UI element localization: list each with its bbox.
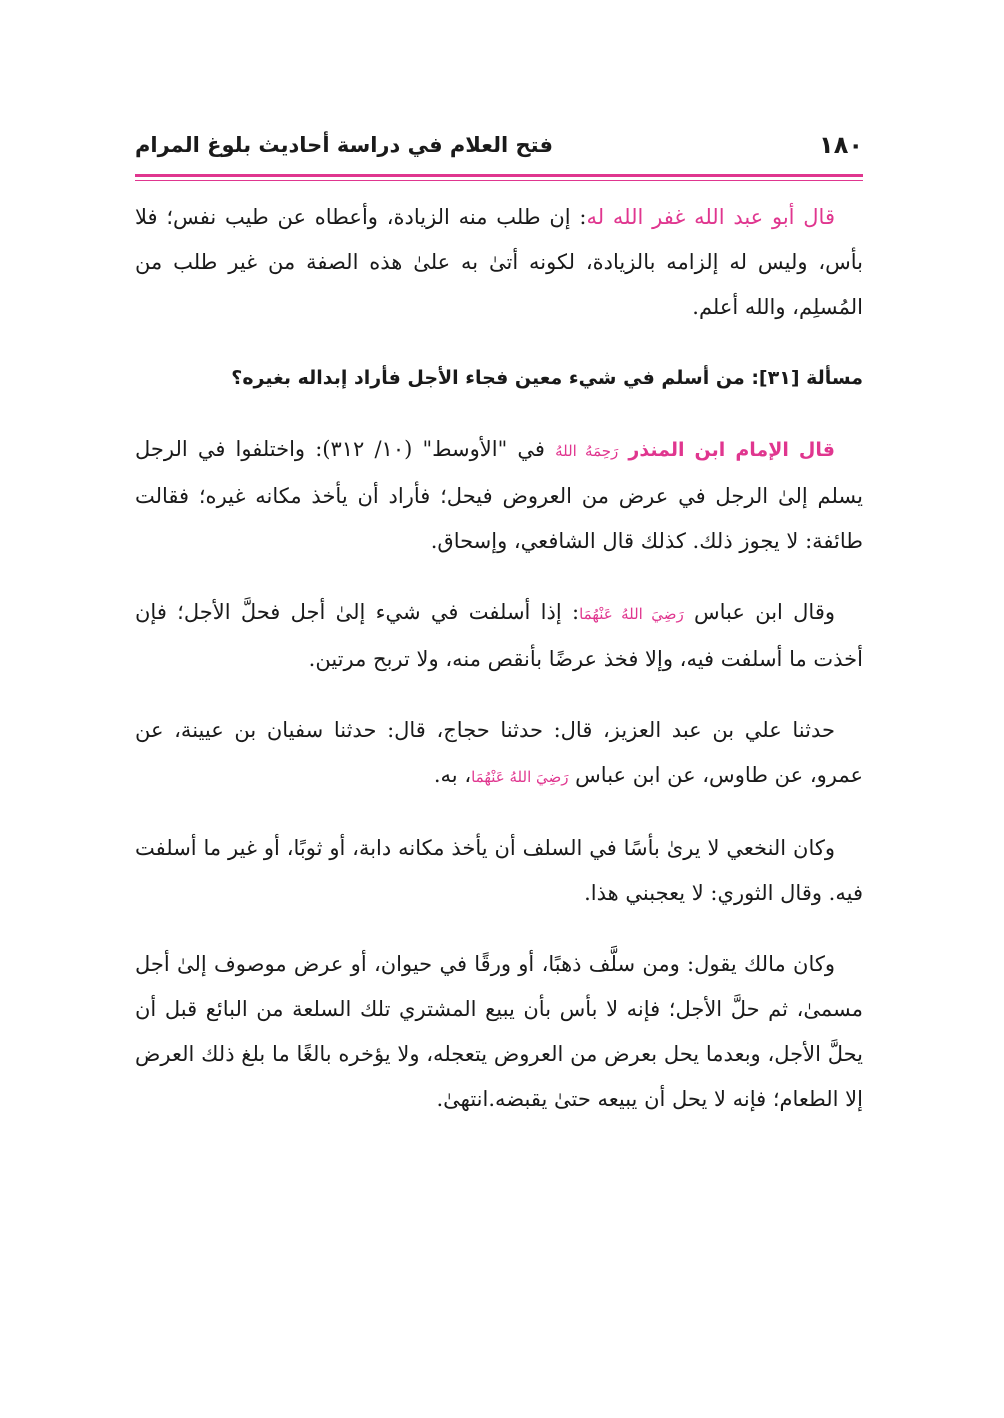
book-page [135, 120, 863, 1148]
paragraph-ibn-almundhir [135, 427, 863, 564]
paragraph-text-before: حدثنا علي بن عبد العزيز، قال: حدثنا حجاج، قال: حدثنا سفيان بن عيينة، عن عمرو، عن طاوس، عن ابن عباس [135, 718, 863, 787]
paragraph-text-after: ، به. [433, 763, 472, 787]
scholar-attribution: قال الإمام ابن المنذر [628, 439, 835, 461]
running-head [135, 120, 863, 170]
question-heading: مسألة [٣١]: من أسلم في شيء معين فجاء الأجل فأراد إبداله بغيره؟ [231, 367, 863, 389]
honorific-mark: رَحِمَهُ اللهُ [555, 442, 619, 460]
page-content [135, 195, 863, 1122]
honorific-mark: رَضِيَ اللهُ عَنْهُمَا [471, 768, 569, 786]
paragraph-text-after: : إذا أسلفت في شيء إلىٰ أجل فحلَّ الأجل؛ فإن أخذت ما أسلفت فيه، وإلا فخذ عرضًا بأنقص منه، ولا تربح مرتين. [135, 600, 863, 671]
paragraph-nakhai: وكان النخعي لا يرىٰ بأسًا في السلف أن يأخذ مكانه دابة، أو ثوبًا، أو غير ما أسلفت فيه. وقال الثوري: لا يعجبني هذا. [135, 836, 863, 905]
paragraph-malik: وكان مالك يقول: ومن سلَّف ذهبًا، أو ورقًا في حيوان، أو عرض موصوف إلىٰ أجل مسمىٰ، ثم حلَّ الأجل؛ فإنه لا بأس بأن يبيع المشتري تلك السلعة من البائع قبل أن يحلَّ الأجل، وبعدما يحل بعرض من العروض يتعجله، ولا يؤخره بالغًا ما بلغ ذلك العرض إلا الطعام؛ فإنه لا يحل أن يبيعه حتىٰ يقبضه.انتهىٰ. [135, 952, 863, 1111]
paragraph-isnad [135, 708, 863, 800]
header-rule-thick [135, 174, 863, 177]
page-number: ١٨٠ [819, 131, 863, 159]
header-rule-thin [135, 180, 863, 181]
honorific-mark: رَضِيَ اللهُ عَنْهُمَا [579, 605, 684, 623]
paragraph-text-before: وقال ابن عباس [683, 600, 836, 624]
paragraph-text: : إن طلب منه الزيادة، وأعطاه عن طيب نفس؛ فلا بأس، وليس له إلزامه بالزيادة، لكونه أتىٰ به علىٰ هذه الصفة من غير طلب من المُسلِم، والله أعلم. [135, 205, 863, 319]
paragraph-author-comment [135, 195, 863, 330]
author-attribution: قال أبو عبد الله غفر الله له [586, 205, 835, 229]
paragraph-text: في "الأوسط" (١٠/ ٣١٢): واختلفوا في الرجل يسلم إلىٰ الرجل في عرض من العروض فيحل؛ فأراد أن يأخذ مكانه غيره؛ فقالت طائفة: لا يجوز ذلك. كذلك قال الشافعي، وإسحاق. [135, 437, 863, 553]
book-title: فتح العلام في دراسة أحاديث بلوغ المرام [135, 133, 553, 157]
paragraph-ibn-abbas [135, 590, 863, 682]
